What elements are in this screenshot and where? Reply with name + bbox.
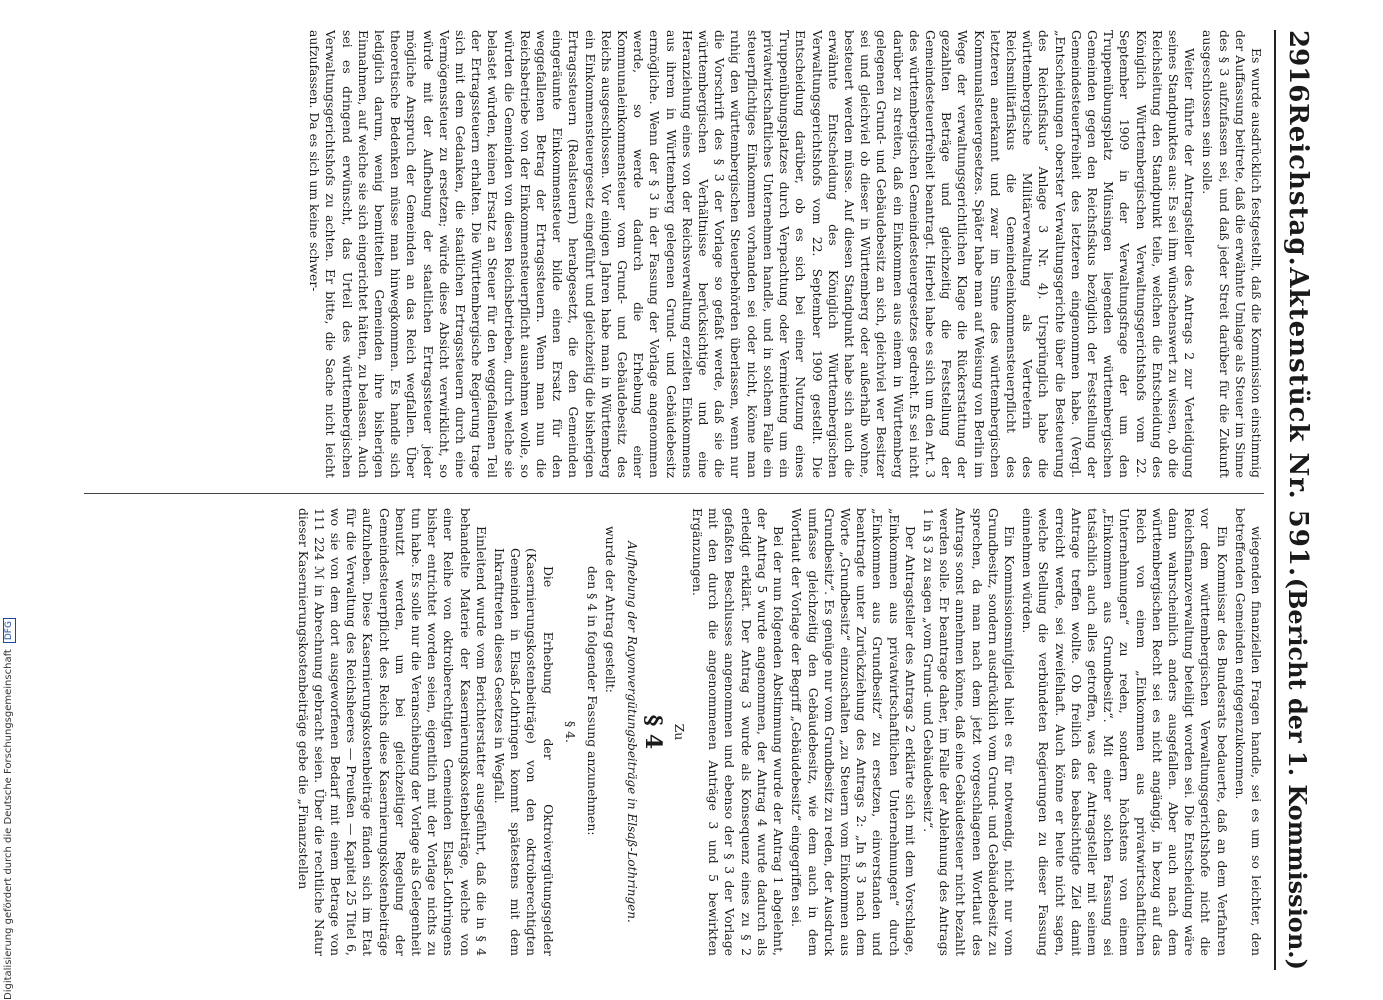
- paragraph: Ein Kommissar des Bundesrats bedauerte, daß an dem Verfahren vor dem württembergischen Verwaltungsgerichtshofe nicht die Reichsfinanzverwaltung beteiligt worden sei. Die Entscheidung wäre dann wahrscheinlich anders ausgefallen. Aber auch nach dem württembergischen Recht sei es nicht angängig, in bezug auf das Reich von einem „Einkommen aus privatwirtschaftlichen Unternehmungen“ zu reden, sondern höchstens von einem „Einkommen aus Grundbesitz“. Mit einer solchen Fassung sei tatsächlich auch alles getroffen, was der Antragsteller mit seinem Antrage treffen wollte. Ob freilich das beabsichtigte Ziel damit erreicht werde, sei zweifelhaft. Auch könne er heute nicht sagen, welche Stellung die verbündeten Regierungen zu dieser Fassung einnehmen würden.: [1020, 508, 1230, 956]
- section-subheading: Aufhebung der Rayonvergütungsbeiträge in Elsaß-Lothringen.: [625, 541, 640, 923]
- document-number: Aktenstück Nr. 591.: [1283, 267, 1313, 578]
- page-number: 2916: [1283, 30, 1313, 103]
- quoted-paragraph: Die Erhebung der Oktroivergütungsgelder (Kasernierungskostenbeiträge) von den oktroiberechtigten Gemeinden in Elsaß-Lothringen kommt spätestens mit dem Inkrafttreten dieses Gesetzes in Wegfall.: [492, 548, 556, 956]
- motion-text: den § 4 in folgender Fassung anzunehmen:: [585, 566, 601, 836]
- section-intro: Zu: [671, 723, 687, 741]
- left-column: [64, 30, 1264, 478]
- column-divider: [84, 493, 1264, 494]
- digitization-credit: [2, 0, 16, 1000]
- dfg-logo: DFG: [3, 618, 16, 643]
- paragraph: Ein Kommissionsmitglied hielt es für notwendig, nicht nur vom Grundbesitz, sondern ausdrücklich vom Grund- und Gebäudebesitz zu sprechen, da man nach dem jetzt vorgeschlagenen Wortlaut des Antrags sonst annehmen könne, daß eine Gebäudesteuer nicht bezahlt werden solle. Er beantrage daher, im Falle der Ablehnung des Antrags 1 in § 3 zu sagen „vom Grund- und Gebäudebesitz“.: [920, 508, 1017, 956]
- right-column: [64, 508, 1264, 956]
- paragraph: Weiter führte der Antragsteller des Antrags 2 zur Verteidigung seines Standpunktes aus: Es sei ihm wünschenswert zu wissen, ob die Reichsleitung den Standpunkt teile, welchen die Entscheidung des Königlich Württembergischen Verwaltungsgerichtshofs vom 22. September 1909 in der Verwaltungsfrage der um den Truppenübungsplatz Münsingen liegenden württembergischen Gemeinden gegen den Reichsfiskus bezüglich der Feststellung der Gemeindesteuerfreiheit des letzteren eingenommen habe. (Vergl. „Entscheidungen oberster Verwaltungsgerichte über die Besteuerung des Reichsfiskus“ Anlage 3 Nr. 4). Ursprünglich habe die württembergische Militärverwaltung als Vertreterin des Reichsmilitärfiskus die Gemeindeeinkommensteuerpflicht des letzteren anerkannt und zwar im Sinne des württembergischen Kommunalsteuergesetzes. Später habe man auf Weisung von Berlin im Wege der verwaltungsgerichtlichen Klage die Rückerstattung der gezahlten Beträge und gleichzeitig die Feststellung der Gemeindesteuerfreiheit beantragt. Hierbei habe es sich um den Art. 3 des württembergischen Gemeindesteuergesetzes gedreht. Es sei nicht darüber zu streiten, daß ein Einkommen aus einem in Württemberg gelegenen Grund- und Gebäudebesitz an sich, gleichviel wer Besitzer sei und gleichviel ob dieser in Württemberg oder außerhalb wohne, besteuert werden müsse. Auf diesen Standpunkt habe sich auch die erwähnte Entscheidung des Königlich Württembergischen Verwaltungsgerichtshofs vom 22. September 1909 gestellt. Die Entscheidung darüber, ob es sich bei einer Nutzung eines Truppenübungsplatzes durch Verpachtung oder Vermietung um ein privatwirtschaftliches Unternehmen handle, und in solchem Falle ein steuerpflichtiges Einkommen vorhanden sei oder nicht, könne man ruhig den württembergischen Steuerbehörden überlassen, wenn nur die Vorschrift des § 3 der Vorlage so gefaßt werde, daß sie die württembergischen Verhältnisse berücksichtige und eine Heranziehung eines von der Reichsverwaltung erzielten Einkommens aus ihrem in Württemberg gelegenen Grund- und Gebäudebesitz ermögliche. Wenn der § 3 in der Fassung der Vorlage angenommen werde, so werde dadurch die Erhebung einer Kommunaleinkommensteuer vom Grund- und Gebäudebesitz des Reichs ausgeschlossen. Vor einigen Jahren habe man in Württemberg ein Einkommensteuergesetz eingeführt und gleichzeitig die bisherigen Ertragssteuern (Realsteuern) herabgesetzt, die den Gemeinden eingeräumte Einkommensteuer bilde einen Ersatz für den weggefallenen Betrag der Ertragssteuern. Wenn man nun die Reichsbetriebe von der Einkommensteuerpflicht ausnehmen wolle, so würden die Gemeinden von diesen Reichsbetrieben, durch welche sie belastet würden, keinen Ersatz an Steuer für den weggefallenen Teil der Ertragssteuern erhalten. Die Württembergische Regierung trage sich mit dem Gedanken, die staatlichen Ertragssteuern durch eine Vermögenssteuer zu ersetzen; würde diese Absicht verwirklicht, so würde mit der Aufhebung der staatlichen Ertragssteuer jeder mögliche Anspruch der Gemeinden an das Reich wegfallen. Über theoretische Bedenken müsse man hinwegkommen. Es handle sich lediglich darum, wenig bemittelten Gemeinden ihre bisherigen Einnahmen, auf welche sie sich eingerichtet hätten, zu belassen. Auch sei es dringend erwünscht, das Urteil des württembergischen Verwaltungsgerichtshofs zu achten. Er bitte, die Sache nicht leicht aufzufassen. Da es sich um keine schwer-: [307, 30, 1198, 478]
- paragraph: Einleitend wurde vom Berichterstatter ausgeführt, daß die in § 4 behandelte Materie der Kasernierungskostenbeiträge, welche von einer Reihe von oktroiberechtigten Gemeinden Elsaß-Lothringens bisher entrichtet worden seien, eigentlich mit der Vorlage nichts zu tun habe. Es solle nur die Veranschiebung der Vorlage als Gelegenheit benutzt werden, um bei gleichzeitiger Regelung der Gemeindesteuerpflicht des Reichs diese Kasernierungskostenbeiträge aufzuheben. Diese Kasernierungskostenbeiträge fänden sich im Etat für die Verwaltung des Reichsheeres — Preußen — Kapitel 25 Titel 6, wo sie von dem dort ausgeworfenen Bedarf mit einem Betrage von 111 224 ℳ in Abrechnung gebracht seien. Über die rechtliche Natur dieser Kasernierungskostenbeiträge gebe die „Finanzstellen: [295, 508, 489, 956]
- document-subtitle: (Bericht der 1. Kommission.): [1283, 577, 1313, 970]
- publication-title: Reichstag.: [1283, 103, 1313, 267]
- paragraph: Der Antragsteller des Antrags 2 erklärte sich mit dem Vorschlage, „Einkommen aus privatwirtschaftlichen Unternehmungen“ durch „Einkommen aus Grundbesitz“ zu ersetzen, einverstanden und beantragte unter Zurückziehung des Antrags 2: „In § 3 nach dem Worte „Grundbesitz“ einzuschalten „zu Steuern vom Einkommen aus Grundbesitz“. Es genüge nur vom Grundbesitz zu reden, der Ausdruck umfasse gleichzeitig den Gebäudebesitz, wie dem auch in dem Wortlaut der Vorlage der Begriff „Gebäudebesitz“ eingegriffen sei.: [789, 508, 918, 956]
- paragraph: wurde der Antrag gestellt:: [603, 526, 619, 693]
- paragraph: Es wurde ausdrücklich festgestellt, daß die Kommission einstimmig der Auffassung beitrete, daß die erwähnte Umlage als Steuer im Sinne des § 3 aufzufassen sei, und daß jeder Streit darüber für die Zukunft ausgeschlossen sein solle.: [1200, 30, 1264, 478]
- section-heading: § 4: [639, 714, 666, 750]
- document-page: [50, 30, 1320, 970]
- paragraph: Bei der nun folgenden Abstimmung wurde der Antrag 1 abgelehnt, der Antrag 5 wurde angenommen, der Antrag 4 wurde dadurch als erledigt erklärt. Der Antrag 3 wurde als Konsequenz eines zu § 2 gefaßten Beschlusses angenommen und ebenso der § 3 der Vorlage mit den durch die angenommenen Anträge 3 und 5 bewirkten Ergänzungen.: [690, 508, 787, 956]
- paragraph: wiegenden finanziellen Fragen handle, sei es um so leichter, den betreffenden Gemeinden entgegenzukommen.: [1232, 508, 1264, 956]
- page-header: [1274, 30, 1320, 970]
- paragraph-sign: § 4.: [562, 721, 578, 743]
- credit-text: Digitalisierung gefördert durch die Deutsche Forschungsgemeinschaft: [3, 649, 14, 1000]
